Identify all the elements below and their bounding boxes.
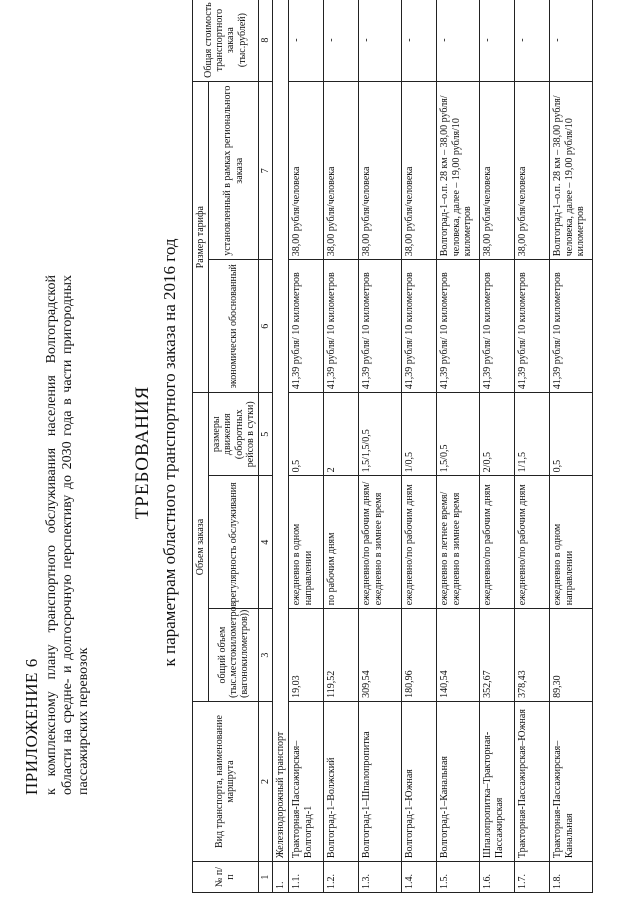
total-cost: - [402, 0, 437, 82]
route-name: Тракторная-Пассажирская–Южная [515, 701, 550, 861]
section-number: 1. [273, 862, 289, 893]
document-subtitle: к параметрам областного транспортного заказа на 2016 год [160, 238, 179, 667]
table-row [480, 0, 515, 893]
route-name: Шпалопропитка–Тракторная-Пассажирская [480, 701, 515, 861]
regularity: ежедневно в летнее время/ежедневно в зимнее время [437, 476, 480, 609]
regularity: по рабочим дням [324, 476, 359, 609]
column-number: 1 [258, 862, 272, 893]
total-volume: 89,30 [550, 609, 593, 702]
total-cost: - [324, 0, 359, 82]
route-name: Тракторная-Пассажирская–Волгоград-1 [289, 701, 324, 861]
row-number: 1.4. [402, 862, 437, 893]
row-number: 1.1. [289, 862, 324, 893]
header-no: № п/п [193, 862, 259, 893]
regional-tariff: 38,00 рубля/человека [324, 82, 359, 260]
row-number: 1.2. [324, 862, 359, 893]
total-cost: - [359, 0, 402, 82]
row-number: 1.8. [550, 862, 593, 893]
regularity: ежедневно в одном направлении [550, 476, 593, 609]
economic-tariff: 41,39 рубля/ 10 километров [437, 260, 480, 393]
route-name: Волгоград-1–Шпалопропитка [359, 701, 402, 861]
frequency: 1,5/0,5 [437, 393, 480, 476]
frequency: 2/0,5 [480, 393, 515, 476]
regularity: ежедневно в одном направлении [289, 476, 324, 609]
total-volume: 19,03 [289, 609, 324, 702]
header-row-1 [193, 0, 209, 893]
header-total-volume: общий объем (тыс.местокилометров (вагонокилометров)) [209, 609, 259, 702]
regional-tariff: Волгоград-1–о.п. 28 км – 38,00 рубля/человека, далее – 19,00 рубля/10 километров [550, 82, 593, 260]
table-row [289, 0, 324, 893]
header-regional: установленный в рамках регионального заказа [209, 82, 259, 260]
regional-tariff: 38,00 рубля/человека [402, 82, 437, 260]
header-route: Вид транспорта, наименование маршрута [193, 701, 259, 861]
frequency: 1/1,5 [515, 393, 550, 476]
regularity: ежедневно/по рабочим дням/ежедневно в зимнее время [359, 476, 402, 609]
table-row [515, 0, 550, 893]
section-label: Железнодорожный транспорт [273, 0, 289, 862]
frequency: 2 [324, 393, 359, 476]
appendix-title: ПРИЛОЖЕНИЕ 6 [22, 658, 41, 795]
table-row [437, 0, 480, 893]
total-cost: - [480, 0, 515, 82]
total-cost: - [550, 0, 593, 82]
frequency: 0,5 [550, 393, 593, 476]
total-volume: 352,67 [480, 609, 515, 702]
total-cost: - [437, 0, 480, 82]
column-number: 4 [258, 476, 272, 609]
regional-tariff: 38,00 рубля/человека [480, 82, 515, 260]
appendix-text: к комплексному плану транспортного обслуживания населения Волгоградской области на средне- и долгосрочную перспективу до 2030 года в части пригородных пассажирских перевозок [43, 275, 91, 795]
column-number: 6 [258, 260, 272, 393]
header-frequency: размеры движения (оборотных рейсов в сутки) [209, 393, 259, 476]
row-number: 1.3. [359, 862, 402, 893]
route-name: Тракторная-Пассажирская–Канальная [550, 701, 593, 861]
column-number-row [258, 0, 272, 893]
column-number: 8 [258, 0, 272, 82]
row-number: 1.5. [437, 862, 480, 893]
regional-tariff: 38,00 рубля/человека [515, 82, 550, 260]
column-number: 3 [258, 609, 272, 702]
table-row [324, 0, 359, 893]
header-tariff-group: Размер тарифа [193, 82, 209, 393]
frequency: 1,5/1,5/0,5 [359, 393, 402, 476]
row-number: 1.6. [480, 862, 515, 893]
economic-tariff: 41,39 рубля/ 10 километров [480, 260, 515, 393]
column-number: 7 [258, 82, 272, 260]
header-total-cost: Общая стоимость транспортного заказа (тыс.рублей) [193, 0, 259, 82]
route-name: Волгоград-1–Южная [402, 701, 437, 861]
header-regularity: регулярность обслуживания [209, 476, 259, 609]
total-cost: - [289, 0, 324, 82]
column-number: 5 [258, 393, 272, 476]
total-cost: - [515, 0, 550, 82]
economic-tariff: 41,39 рубля/ 10 километров [402, 260, 437, 393]
regularity: ежедневно/по рабочим дням [480, 476, 515, 609]
requirements-table [192, 0, 593, 893]
total-volume: 140,54 [437, 609, 480, 702]
total-volume: 180,96 [402, 609, 437, 702]
appendix-block [22, 275, 92, 795]
total-volume: 309,54 [359, 609, 402, 702]
header-order-group: Объем заказа [193, 393, 209, 702]
table-row [359, 0, 402, 893]
economic-tariff: 41,39 рубля/ 10 километров [515, 260, 550, 393]
regional-tariff: 38,00 рубля/человека [289, 82, 324, 260]
row-number: 1.7. [515, 862, 550, 893]
economic-tariff: 41,39 рубля/ 10 километров [324, 260, 359, 393]
regional-tariff: Волгоград-1–о.п. 28 км – 38,00 рубля/человека, далее – 19,00 рубля/10 километров [437, 82, 480, 260]
table-row [550, 0, 593, 893]
route-name: Волгоград-1–Волжский [324, 701, 359, 861]
total-volume: 119,52 [324, 609, 359, 702]
frequency: 1/0,5 [402, 393, 437, 476]
economic-tariff: 41,39 рубля/ 10 километров [289, 260, 324, 393]
section-row [273, 0, 289, 893]
route-name: Волгоград-1–Канальная [437, 701, 480, 861]
economic-tariff: 41,39 рубля/ 10 километров [550, 260, 593, 393]
table-row [402, 0, 437, 893]
regularity: ежедневно/по рабочим дням [515, 476, 550, 609]
total-volume: 378,43 [515, 609, 550, 702]
document-title: ТРЕБОВАНИЯ [132, 385, 153, 520]
frequency: 0,5 [289, 393, 324, 476]
header-economic: экономически обоснованный [209, 260, 259, 393]
regularity: ежедневно/по рабочим дням [402, 476, 437, 609]
economic-tariff: 41,39 рубля/ 10 километров [359, 260, 402, 393]
regional-tariff: 38,00 рубля/человека [359, 82, 402, 260]
column-number: 2 [258, 701, 272, 861]
